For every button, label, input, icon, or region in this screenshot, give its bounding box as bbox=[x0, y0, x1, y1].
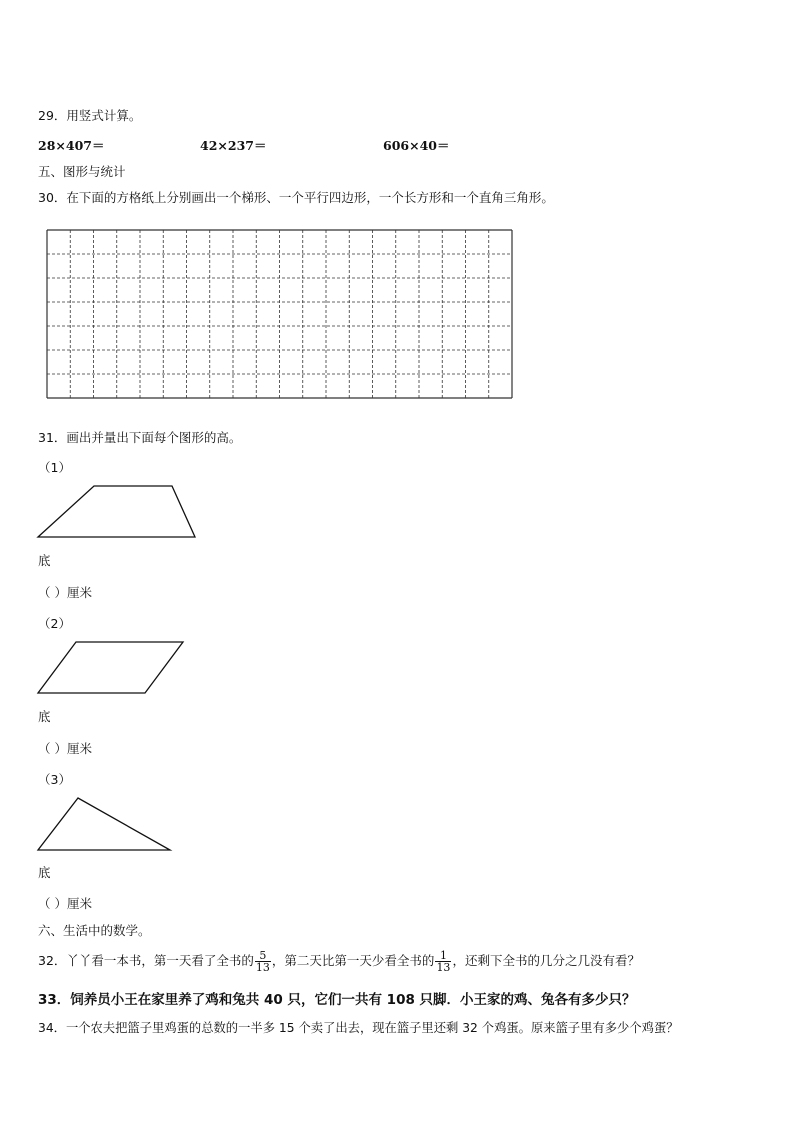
q31-title: 31．画出并量出下面每个图形的高。 bbox=[38, 430, 242, 445]
section6-heading: 六、生活中的数学。 bbox=[38, 923, 151, 938]
q32-fraction-2-denominator: 13 bbox=[436, 961, 451, 974]
q32-fraction-2 bbox=[435, 950, 451, 973]
q31-part3-base-label: 底 bbox=[38, 865, 51, 880]
q31-part3-label: （3） bbox=[38, 772, 71, 787]
q34-text: 34．一个农夫把篮子里鸡蛋的总数的一半多 15 个卖了出去，现在篮子里还剩 32 个鸡蛋。原来篮子里有多少个鸡蛋？ bbox=[38, 1021, 679, 1035]
q31-part2-answer: （ ）厘米 bbox=[38, 741, 92, 756]
q32-fraction-1-numerator: 5 bbox=[255, 950, 271, 962]
section5-heading: 五、图形与统计 bbox=[38, 164, 126, 179]
q31-part1-label: （1） bbox=[38, 460, 71, 475]
q32-text-post: ，还剩下全书的几分之几没有看？ bbox=[452, 953, 640, 968]
q32-fraction-2-numerator: 1 bbox=[435, 950, 451, 962]
q31-part2-label: （2） bbox=[38, 616, 71, 631]
q31-part1-base-label: 底 bbox=[38, 553, 51, 568]
q29-expression-1: 28×407＝ bbox=[38, 138, 105, 153]
q29-expression-2: 42×237＝ bbox=[200, 138, 267, 153]
q32-text-mid: ，第二天比第一天少看全书的 bbox=[271, 953, 435, 968]
q31-part1-answer: （ ）厘米 bbox=[38, 585, 92, 600]
q32-text-pre: 32．丫丫看一本书，第一天看了全书的 bbox=[38, 953, 254, 968]
q29-title: 29．用竖式计算。 bbox=[38, 108, 142, 123]
q31-part3-answer: （ ）厘米 bbox=[38, 896, 92, 911]
q32-fraction-1-denominator: 13 bbox=[255, 961, 270, 974]
q31-part2-base-label: 底 bbox=[38, 709, 51, 724]
q32-text bbox=[38, 950, 640, 973]
q30-title: 30．在下面的方格纸上分别画出一个梯形、一个平行四边形，一个长方形和一个直角三角形。 bbox=[38, 190, 554, 205]
q32-fraction-1 bbox=[255, 950, 271, 973]
q33-text: 33．饲养员小王在家里养了鸡和兔共 40 只，它们一共有 108 只脚．小王家的鸡、兔各有多少只？ bbox=[38, 992, 636, 1008]
q29-expression-3: 606×40＝ bbox=[383, 138, 450, 153]
